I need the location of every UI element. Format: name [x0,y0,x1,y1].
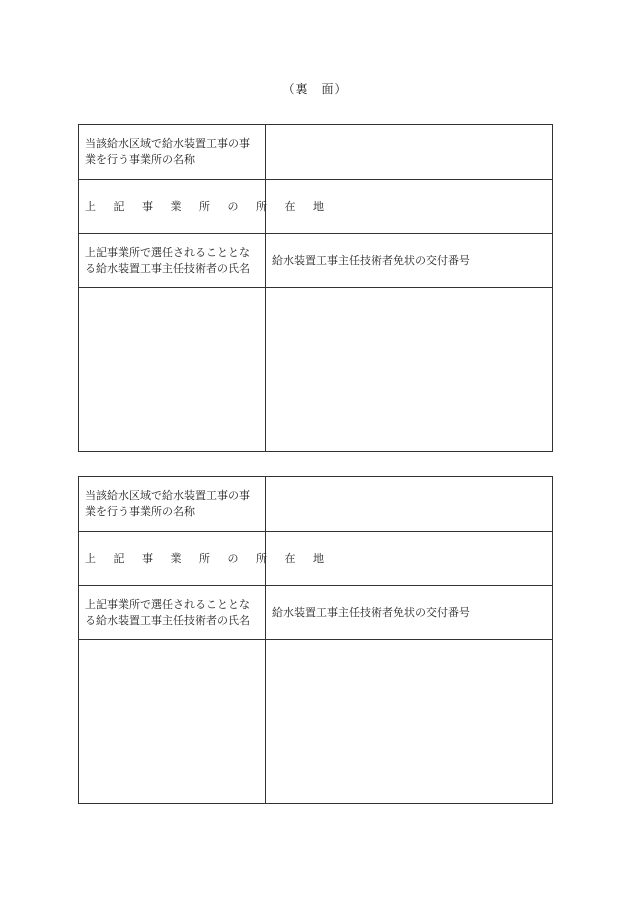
engineer-name-label: 上記事業所で選任されることとなる給水装置工事主任技術者の氏名 [79,586,266,640]
engineer-entry-row [79,288,553,452]
license-number-field[interactable] [266,288,553,452]
business-office-form-2 [78,476,553,804]
engineer-name-field[interactable] [79,640,266,804]
office-name-row [79,477,553,532]
office-address-row [79,532,553,586]
engineer-name-label: 上記事業所で選任されることとなる給水装置工事主任技術者の氏名 [79,234,266,288]
license-number-label: 給水装置工事主任技術者免状の交付番号 [266,586,553,640]
office-name-field[interactable] [266,125,553,180]
engineer-entry-row [79,640,553,804]
engineer-header-row [79,586,553,640]
office-address-label: 上 記 事 業 所 の 所 在 地 [79,532,266,586]
engineer-header-row [79,234,553,288]
office-name-label: 当該給水区域で給水装置工事の事業を行う事業所の名称 [79,125,266,180]
license-number-field[interactable] [266,640,553,804]
license-number-label: 給水装置工事主任技術者免状の交付番号 [266,234,553,288]
engineer-name-field[interactable] [79,288,266,452]
office-name-label: 当該給水区域で給水装置工事の事業を行う事業所の名称 [79,477,266,532]
business-office-form-1 [78,124,553,452]
office-address-row [79,180,553,234]
office-name-field[interactable] [266,477,553,532]
office-name-row [79,125,553,180]
office-address-label: 上 記 事 業 所 の 所 在 地 [79,180,266,234]
page-title: （裏 面） [282,82,348,96]
